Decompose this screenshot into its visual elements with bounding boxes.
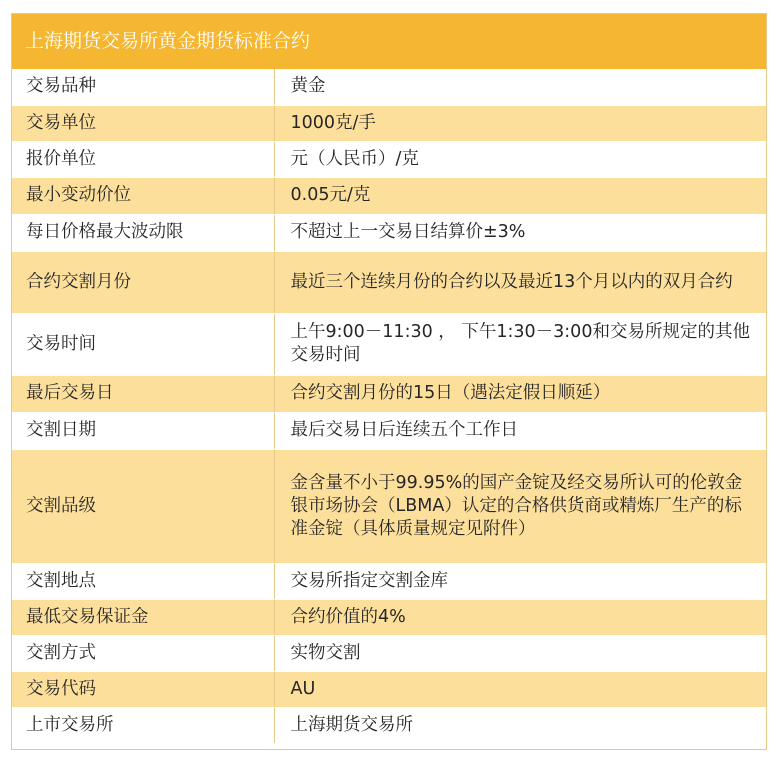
row-label: 交割地点 (12, 563, 274, 599)
row-value: 最近三个连续月份的合约以及最近13个月以内的双月合约 (274, 251, 766, 313)
table-row (12, 449, 766, 563)
table-row (12, 105, 766, 141)
row-value: 金含量不小于99.95%的国产金锭及经交易所认可的伦敦金银市场协会（LBMA）认定的合格供货商或精炼厂生产的标准金锭（具体质量规定见附件） (274, 449, 766, 563)
row-label: 交易单位 (12, 105, 274, 141)
row-value: 元（人民币）/克 (274, 141, 766, 177)
table-row (12, 251, 766, 313)
table-row (12, 177, 766, 214)
row-value: 实物交割 (274, 635, 766, 671)
row-label: 上市交易所 (12, 707, 274, 743)
table-title: 上海期货交易所黄金期货标准合约 (12, 14, 766, 69)
table-row (12, 141, 766, 177)
table-row (12, 599, 766, 635)
row-label: 合约交割月份 (12, 251, 274, 313)
row-label: 交易品种 (12, 69, 274, 105)
row-value: 0.05元/克 (274, 177, 766, 214)
row-label: 交易时间 (12, 313, 274, 375)
table-row (12, 635, 766, 671)
contract-spec-table (12, 69, 766, 744)
row-value: 最后交易日后连续五个工作日 (274, 412, 766, 449)
row-label: 交割品级 (12, 449, 274, 563)
row-value: 合约交割月份的15日（遇法定假日顺延） (274, 375, 766, 412)
row-label: 报价单位 (12, 141, 274, 177)
row-value: 合约价值的4% (274, 599, 766, 635)
row-label: 最低交易保证金 (12, 599, 274, 635)
row-value: AU (274, 671, 766, 707)
row-label: 最后交易日 (12, 375, 274, 412)
table-row (12, 563, 766, 599)
row-value: 上午9:00－11:30 ， 下午1:30－3:00和交易所规定的其他交易时间 (274, 313, 766, 375)
row-value: 黄金 (274, 69, 766, 105)
table-row (12, 214, 766, 251)
row-label: 最小变动价位 (12, 177, 274, 214)
row-label: 每日价格最大波动限 (12, 214, 274, 251)
row-value: 上海期货交易所 (274, 707, 766, 743)
row-label: 交割方式 (12, 635, 274, 671)
table-row (12, 375, 766, 412)
row-label: 交割日期 (12, 412, 274, 449)
table-row (12, 412, 766, 449)
row-label: 交易代码 (12, 671, 274, 707)
table-row (12, 671, 766, 707)
row-value: 1000克/手 (274, 105, 766, 141)
row-value: 不超过上一交易日结算价±3% (274, 214, 766, 251)
table-row (12, 313, 766, 375)
table-row (12, 69, 766, 105)
row-value: 交易所指定交割金库 (274, 563, 766, 599)
contract-table-card (11, 13, 767, 750)
table-row (12, 707, 766, 743)
